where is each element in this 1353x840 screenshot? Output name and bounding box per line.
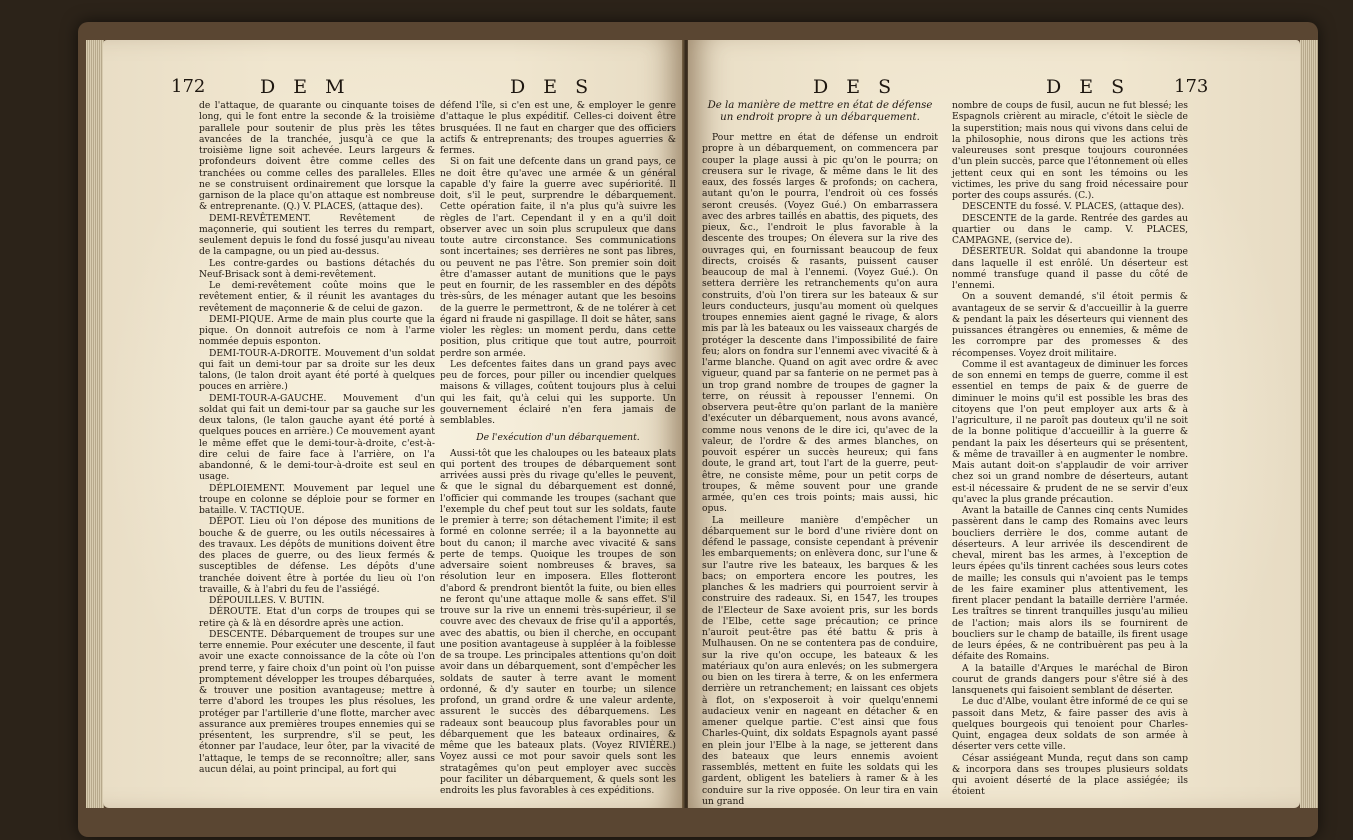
paragraph: César assiégeant Munda, reçut dans son camp & incorpora dans ses troupes plusieurs soldats qui avoient déserté de la place assiégée; ils étoient [952, 752, 1188, 798]
text-column [199, 100, 435, 775]
paragraph: DESCENTE du fossé. V. PLACES, (attaque des). [962, 201, 1185, 213]
paragraph: nombre de coups de fusil, aucun ne fut blessé; les Espagnols crièrent au miracle, c'étoit le siècle de la superstition; mais nous qui vivons dans celui de la philosophie, nous dirons que les actions très valeureuses sont presque toujours couronnées d'un plein succès, parce que l'étonnement où elles jettent ceux qui en sont les témoins ou les victimes, les prive du sang froid nécessaire pour porter des coups assurés. (C.). [952, 100, 1188, 201]
page-number: 172 [171, 76, 206, 97]
paragraph: Pour mettre en état de défense un endroit propre à un débarquement, on commencera par couper la plage aussi à pic qu'on le pourra; on creusera sur le rivage, & même dans le lit des eaux, des fossés larges & profonds; on cachera, autant qu'on le pourra, l'endroit où ces fossés seront creusés. (Voyez Gué.) On embarrassera avec des arbres taillés en abattis, des piquets, des pieux, &c., l'endroit le plus favorable à la descente des troupes; On élevera sur la rive des ouvrages qui, en fournissant beaucoup de feux directs, croisés & rasants, puissent causer beaucoup de mal à l'ennemi. (Voyez Gué.). On settera derrière les retranchements qu'on aura construits, d'où l'on tirera sur les bateaux & sur leurs conducteurs, jusqu'au moment où quelques troupes ennemies aient gagné le rivage, & alors mis par là les bateaux ou les vaisseaux chargés de protéger la descente dans l'impossibilité de faire feu; alors on fondra sur l'ennemi avec vivacité & à l'arme blanche. Quand on agit avec ordre & avec vigueur, quand par sa fanterie on ne permet pas à un trop grand nombre de troupes de gagner la terre, on réussit à repousser l'ennemi. On observera peut-être qu'on parlant de la manière d'exécuter un débarquement, nous avons avancé, comme nous venons de le dire ici, qu'avec de la valeur, de l'ordre & des armes blanches, on pouvoit espérer un succès heureux; qui fans doute, le grand art, tout l'art de la guerre, peut-être, ne consiste même, pour un petit corps de troupes, & même souvent pour une grande armée, qu'en ces trois points; mais aussi, hic opus. [702, 132, 938, 515]
headword: D E S [1046, 76, 1131, 98]
text-column [952, 100, 1188, 798]
paragraph: DEMI-TOUR-A-GAUCHE. Mouvement d'un soldat qui fait un demi-tour par sa gauche sur les deux talons, (le talon gauche ayant été porté à quelques pouces en arrière.) Ce mouvement ayant le même effet que le demi-tour-à-droite, c'est-à-dire celui de faire face à l'arrière, on l'a abandonné, & le demi-tour-à-droite est seul en usage. [199, 392, 435, 483]
paragraph: Aussi-tôt que les chaloupes ou les bateaux plats qui portent des troupes de débarquement sont arrivées aussi près du rivage qu'elles le peuvent, & que le signal du débarquement est donné, l'officier qui commande les troupes (sachant que l'exemple du chef peut tout sur les soldats, faute le premier à terre; son détachement l'imite; il est formé en colonne serrée; il a la bayonnette au bout du canon; il marche avec vivacité & sans perte de temps. Quoique les troupes de son adversaire soient nombreuses & braves, sa résolution leur en imposera. Elles flotteront d'abord & prendront bientôt la fuite, ou bien elles ne feront qu'une attaque molle & sans effet. S'il trouve sur la rive un ennemi très-supérieur, il se couvre avec des chevaux de frise qu'il a apportés, avec des abattis, ou bien il cherche, en occupant une position avantageuse à suppléer à la foiblesse de sa troupe. Les principales attentions qu'on doit avoir dans un débarquement, sont d'empêcher les soldats de sauter à terre avant le moment ordonné, & d'y sauter en tourbe; un silence profond, un grand ordre & une valeur ardente, assurent le succès des débarquemens. Les radeaux sont beaucoup plus favorables pour un débarquement que les bateaux ordinaires, & même que les bateaux plats. (Voyez RIVIÈRE.) Voyez aussi ce mot pour savoir quels sont les stratagêmes qu'on peut employer avec succès pour faciliter un débarquement, & quels sont les endroits les plus favorables à ces expéditions. [440, 447, 676, 796]
paragraph: de l'attaque, de quarante ou cinquante toises de long, qui le font entre la seconde & la troisième parallele pour soutenir de plus près les têtes avancées de la tranchée, jusqu'à ce que la troisième ligne soit achevée. Leurs largeurs & profondeurs doivent être comme celles des tranchées ou comme celles des paralleles. Elles ne se construisent ordinairement que lorsque la garnison de la place qu'on attaque est nombreuse & entreprenante. (Q.) V. PLACES, (attaque des). [199, 100, 435, 213]
paragraph: A la bataille d'Arques le maréchal de Biron courut de grands dangers pour s'être sié à des lansquenets qui faisoient semblant de déserter. [952, 662, 1188, 696]
paragraph: Les contre-gardes ou bastions détachés du Neuf-Brisack sont à demi-revêtement. [199, 257, 435, 280]
page-number: 173 [1174, 76, 1209, 97]
text-column [440, 100, 676, 796]
paragraph: DESCENTE de la garde. Rentrée des gardes au quartier ou dans le camp. V. PLACES, CAMPAGNE, (service de). [952, 212, 1188, 246]
headword: D E M [260, 76, 351, 98]
headword: D E S [813, 76, 898, 98]
section-heading: De la manière de mettre en état de défense un endroit propre à un débarquement. [707, 100, 933, 123]
left-page [103, 40, 683, 808]
paragraph: DEMI-REVÊTEMENT. Revêtement de maçonnerie, qui soutient les terres du rempart, seulement depuis le fond du fossé jusqu'au niveau de la campagne, ou un pied au-dessus. [199, 212, 435, 258]
paragraph: DESCENTE. Débarquement de troupes sur une terre ennemie. Pour exécuter une descente, il faut avoir une exacte connoissance de la côte où l'on prend terre, y faire choix d'un point où l'on puisse promptement développer les troupes débarquées, & trouver une position avantageuse; mettre à terre d'abord les troupes les plus résolues, les protéger par l'artillerie d'une flotte, marcher avec assurance aux premières troupes ennemies qui se présentent, les surprendre, s'il se peut, les étonner par l'audace, leur ôter, par la vivacité de l'attaque, le temps de se reconnoître; aller, sans aucun délai, au point principal, au fort qui [199, 628, 435, 775]
paragraph: DEMI-PIQUE. Arme de main plus courte que la pique. On donnoit autrefois ce nom à l'arme nommée depuis esponton. [199, 313, 435, 348]
section-heading: De l'exécution d'un débarquement. [476, 432, 640, 444]
paragraph: Le duc d'Albe, voulant être informé de ce qui se passoit dans Metz, & faire passer des avis à quelques bourgeois qui tenoient pour Charles-Quint, engagea deux soldats de son armée à déserter vers cette ville. [952, 696, 1188, 753]
paragraph: Avant la bataille de Cannes cinq cents Numides passèrent dans le camp des Romains avec leurs boucliers derrière le dos, comme autant de déserteurs. A leur arrivée ils descendirent de cheval, mirent bas les armes, à l'exception de leurs épées qu'ils tinrent cachées sous leurs cotes de maille; les consuls qui n'avoient pas le temps de les faire examiner plus attentivement, les firent placer pendant la bataille derrière l'armée. Les traîtres se tinrent tranquilles jusqu'au milieu de l'action; mais alors ils se fournirent de boucliers sur le champ de bataille, ils firent usage de leurs épées, & ne contribuèrent pas peu à la défaite des Romains. [952, 505, 1188, 663]
paragraph: défend l'île, si c'en est une, & employer le genre d'attaque le plus expéditif. Celles-ci doivent être brusquées. Il ne faut en charger que des officiers actifs & entreprenants; des troupes aguerries & fermes. [440, 100, 676, 156]
paragraph: On a souvent demandé, s'il étoit permis & avantageux de se servir & d'accueillir à la guerre & pendant la paix les déserteurs qui viennent des puissances étrangères ou ennemies, & même de les corrompre par des promesses & des récompenses. Voyez droit militaire. [952, 291, 1188, 359]
headword: D E S [510, 76, 595, 98]
paragraph: Comme il est avantageux de diminuer les forces de son ennemi en temps de guerre, comme il est essentiel en temps de paix & de guerre de diminuer le moins qu'il est possible les bras des citoyens que l'on peut employer aux arts & à l'agriculture, il ne paroît pas douteux qu'il ne soit de la bonne politique d'accueillir à la guerre & pendant la paix les déserteurs qui se présentent, & même de travailler à en augmenter le nombre. Mais autant doit-on s'applaudir de voir arriver chez soi un grand nombre de déserteurs, autant est-il nécessaire & prudent de ne se servir d'eux qu'avec la plus grande précaution. [952, 358, 1188, 505]
text-column [702, 100, 938, 807]
paragraph: La meilleure manière d'empêcher un débarquement sur le bord d'une rivière dont on défend le passage, consiste cependant à prévenir les embarquements; on enlèvera donc, sur l'une & sur l'autre rive les bateaux, les barques & les bacs; on emportera encore les poutres, les planches & les madriers qui pourroient servir à construire des radeaux. Si, en 1547, les troupes de l'Electeur de Saxe avoient pris, sur les bords de l'Elbe, cette sage précaution; ce prince n'auroit peut-être pas été battu & pris à Mulhausen. On ne se contentera pas de conduire, sur la rive qu'on occupe, les bateaux & les matériaux qu'on aura enlevés; on les submergera ou bien on les tirera à terre, & on les enfermera derrière un retranchement; en laissant ces objets à flot, on s'exposeroit à voir quelqu'ennemi audacieux venir en nageant en détacher & en amener quelque partie. C'est ainsi que fous Charles-Quint, dix soldats Espagnols ayant passé en plein jour l'Elbe à la nage, se jetterent dans des bateaux que leurs ennemis avoient rassemblés, mettent en fuite les soldats qui les gardent, obligent les bateliers à ramer & à les conduire sur la rive opposée. On leur tira en vain un grand [702, 514, 938, 807]
paragraph: Si on fait une defcente dans un grand pays, ce ne doit être qu'avec une armée & un général capable d'y faire la guerre avec supériorité. Il doit, s'il le peut, surprendre le débarquement. Cette opération faite, il n'a plus qu'à suivre les règles de l'art. Cependant il y en a qu'il doit observer avec un soin plus scrupuleux que dans toute autre circonstance. Ses communications sont incertaines; ses derrières ne sont pas libres, ou peuvent ne pas l'être. Son premier soin doit être d'amasser autant de munitions que le pays peut en fournir, de les rassembler en des dépôts très-sûrs, de les ménager autant que les besoins de la guerre le permettront, & de ne tolérer à cet égard ni fraude ni gaspillage. Il doit se hâter, sans violer les règles: un moment perdu, dans cette position, plus critique que tout autre, pourroit perdre son armée. [440, 156, 676, 359]
right-page [688, 40, 1300, 808]
page-edges-right [1300, 40, 1318, 808]
paragraph: Le demi-revêtement coûte moins que le revêtement entier, & il réunit les avantages du revêtement de maçonnerie & de celui de gazon. [199, 280, 435, 314]
paragraph: Les defcentes faites dans un grand pays avec peu de forces, pour piller ou incendier quelques maisons & villages, coûtent toujours plus à celui qui les fait, qu'à celui qui les supporte. Un gouvernement éclairé n'en fera jamais de semblables. [440, 358, 676, 426]
paragraph: DÉROUTE. Etat d'un corps de troupes qui se retire çà & là en désordre après une action. [199, 606, 435, 629]
paragraph: DÉPLOIEMENT. Mouvement par lequel une troupe en colonne se déploie pour se former en bataille. V. TACTIQUE. [199, 482, 435, 516]
paragraph: DEMI-TOUR-A-DROITE. Mouvement d'un soldat qui fait un demi-tour par sa droite sur les deux talons, (le talon droit ayant été porté à quelques pouces en arrière.) [199, 347, 435, 393]
paragraph: DÉSERTEUR. Soldat qui abandonne la troupe dans laquelle il est enrôlé. Un déserteur est nommé transfuge quand il passe du côté de l'ennemi. [952, 246, 1188, 291]
paragraph: DÉPOT. Lieu où l'on dépose des munitions de bouche & de guerre, ou les outils nécessaires à des travaux. Les dépôts de munitions doivent être des places de guerre, ou des lieux fermés & susceptibles de défense. Les dépôts d'une tranchée doivent être à portée du lieu où l'on travaille, & à l'abri du feu de l'assiégé. [199, 516, 435, 595]
page-edges-left [86, 40, 104, 808]
paragraph: DÉPOUILLES. V. BUTIN. [209, 595, 325, 606]
